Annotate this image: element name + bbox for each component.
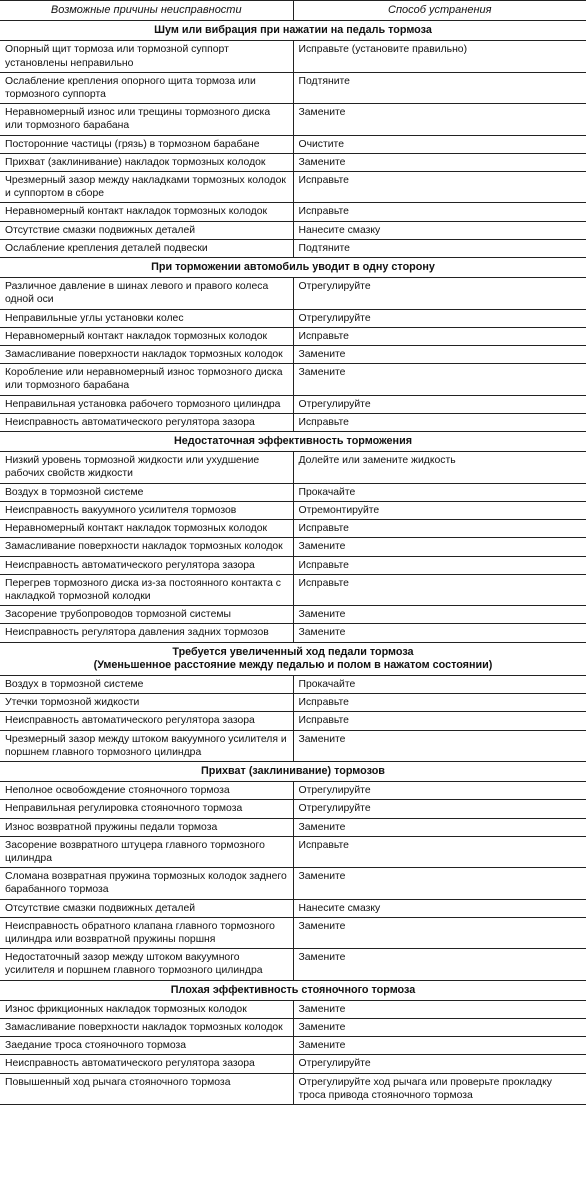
fix-cell: Исправьте: [293, 712, 586, 730]
fix-cell: Исправьте: [293, 556, 586, 574]
table-row: [0, 694, 586, 712]
table-row: [0, 135, 586, 153]
table-row: [0, 501, 586, 519]
fix-cell: Отремонтируйте: [293, 501, 586, 519]
fix-cell: Замените: [293, 153, 586, 171]
section-header-row: [0, 21, 586, 41]
cause-cell: Утечки тормозной жидкости: [0, 694, 293, 712]
fix-cell: Прокачайте: [293, 675, 586, 693]
cause-cell: Повышенный ход рычага стояночного тормоза: [0, 1073, 293, 1104]
table-row: [0, 172, 586, 203]
cause-cell: Низкий уровень тормозной жидкости или ухудшение рабочих свойств жидкости: [0, 452, 293, 483]
section-title-cell: [0, 642, 586, 675]
fix-cell: Исправьте: [293, 520, 586, 538]
fix-cell: Замените: [293, 104, 586, 135]
table-row: [0, 520, 586, 538]
cause-cell: Неисправность вакуумного усилителя тормозов: [0, 501, 293, 519]
table-row: [0, 327, 586, 345]
fix-cell: Отрегулируйте: [293, 782, 586, 800]
fix-cell: Исправьте: [293, 327, 586, 345]
table-row: [0, 800, 586, 818]
fix-cell: Замените: [293, 818, 586, 836]
cause-cell: Неисправность регулятора давления задних тормозов: [0, 624, 293, 642]
table-row: [0, 574, 586, 605]
cause-cell: Неполное освобождение стояночного тормоза: [0, 782, 293, 800]
cause-cell: Замасливание поверхности накладок тормозных колодок: [0, 1018, 293, 1036]
cause-cell: Неравномерный контакт накладок тормозных колодок: [0, 327, 293, 345]
table-row: [0, 452, 586, 483]
table-row: [0, 868, 586, 899]
fix-cell: Исправьте: [293, 203, 586, 221]
cause-cell: Неисправность обратного клапана главного тормозного цилиндра или возвратной пружины поршня: [0, 917, 293, 948]
cause-cell: Коробление или неравномерный износ тормозного диска или тормозного барабана: [0, 364, 293, 395]
fix-cell: Замените: [293, 1018, 586, 1036]
fix-cell: Замените: [293, 624, 586, 642]
table-row: [0, 1055, 586, 1073]
fix-cell: Отрегулируйте: [293, 309, 586, 327]
cause-cell: Неисправность автоматического регулятора зазора: [0, 712, 293, 730]
fix-cell: Нанесите смазку: [293, 221, 586, 239]
cause-cell: Опорный щит тормоза или тормозной суппорт установлены неправильно: [0, 41, 293, 72]
cause-cell: Перегрев тормозного диска из-за постоянного контакта с накладкой тормозной колодки: [0, 574, 293, 605]
fix-cell: Отрегулируйте: [293, 1055, 586, 1073]
fix-cell: Отрегулируйте: [293, 395, 586, 413]
fix-cell: Замените: [293, 606, 586, 624]
table-row: [0, 309, 586, 327]
cause-cell: Прихват (заклинивание) накладок тормозных колодок: [0, 153, 293, 171]
table-row: [0, 949, 586, 980]
fix-cell: Замените: [293, 949, 586, 980]
cause-cell: Неправильная установка рабочего тормозного цилиндра: [0, 395, 293, 413]
table-row: [0, 538, 586, 556]
section-title: Прихват (заклинивание) тормозов: [201, 764, 385, 777]
cause-column-header: Возможные причины неисправности: [0, 1, 293, 21]
table-row: [0, 41, 586, 72]
table-row: [0, 917, 586, 948]
cause-cell: Замасливание поверхности накладок тормозных колодок: [0, 346, 293, 364]
fix-cell: Замените: [293, 1000, 586, 1018]
section-title: Шум или вибрация при нажатии на педаль тормоза: [154, 24, 432, 37]
section-title-cell: [0, 980, 586, 1000]
fix-cell: Замените: [293, 917, 586, 948]
fix-cell: Исправьте: [293, 836, 586, 867]
table-header-row: [0, 1, 586, 21]
cause-cell: Неравномерный контакт накладок тормозных колодок: [0, 203, 293, 221]
cause-cell: Заедание троса стояночного тормоза: [0, 1037, 293, 1055]
fix-cell: Замените: [293, 730, 586, 761]
section-title: Недостаточная эффективность торможения: [173, 435, 413, 448]
section-title-cell: [0, 761, 586, 781]
table-row: [0, 818, 586, 836]
fix-cell: Подтяните: [293, 239, 586, 257]
section-header-row: [0, 642, 586, 675]
section-title-cell: [0, 258, 586, 278]
table-row: [0, 413, 586, 431]
fix-cell: Замените: [293, 1037, 586, 1055]
section-subtitle: (Уменьшенное расстояние между педалью и полом в нажатом состоянии): [93, 658, 493, 671]
cause-cell: Чрезмерный зазор между штоком вакуумного усилителя и поршнем главного тормозного цилиндра: [0, 730, 293, 761]
cause-cell: Засорение трубопроводов тормозной системы: [0, 606, 293, 624]
table-row: [0, 346, 586, 364]
table-row: [0, 278, 586, 309]
cause-cell: Износ возвратной пружины педали тормоза: [0, 818, 293, 836]
table-row: [0, 104, 586, 135]
table-row: [0, 712, 586, 730]
fix-cell: Очистите: [293, 135, 586, 153]
cause-cell: Сломана возвратная пружина тормозных колодок заднего барабанного тормоза: [0, 868, 293, 899]
section-title: Плохая эффективность стояночного тормоза: [170, 983, 416, 996]
section-title: Требуется увеличенный ход педали тормоза: [172, 645, 414, 658]
cause-cell: Посторонние частицы (грязь) в тормозном барабане: [0, 135, 293, 153]
table-row: [0, 836, 586, 867]
table-row: [0, 1073, 586, 1104]
cause-cell: Недостаточный зазор между штоком вакуумного усилителя и поршнем главного тормозного цилиндра: [0, 949, 293, 980]
cause-cell: Ослабление крепления опорного щита тормоза или тормозного суппорта: [0, 72, 293, 103]
cause-cell: Неисправность автоматического регулятора зазора: [0, 556, 293, 574]
table-body: [0, 21, 586, 1105]
cause-cell: Неисправность автоматического регулятора зазора: [0, 1055, 293, 1073]
fix-cell: Исправьте: [293, 172, 586, 203]
fix-cell: Исправьте: [293, 694, 586, 712]
cause-cell: Износ фрикционных накладок тормозных колодок: [0, 1000, 293, 1018]
table-row: [0, 556, 586, 574]
cause-cell: Засорение возвратного штуцера главного тормозного цилиндра: [0, 836, 293, 867]
table-row: [0, 239, 586, 257]
fix-cell: Долейте или замените жидкость: [293, 452, 586, 483]
table-row: [0, 1018, 586, 1036]
section-title-cell: [0, 21, 586, 41]
table-row: [0, 1037, 586, 1055]
table-row: [0, 675, 586, 693]
table-row: [0, 72, 586, 103]
fix-cell: Отрегулируйте: [293, 800, 586, 818]
cause-cell: Воздух в тормозной системе: [0, 483, 293, 501]
cause-cell: Неисправность автоматического регулятора зазора: [0, 413, 293, 431]
fix-cell: Нанесите смазку: [293, 899, 586, 917]
table-row: [0, 364, 586, 395]
fix-cell: Прокачайте: [293, 483, 586, 501]
table-row: [0, 606, 586, 624]
section-header-row: [0, 258, 586, 278]
cause-cell: Воздух в тормозной системе: [0, 675, 293, 693]
table-row: [0, 899, 586, 917]
table-row: [0, 203, 586, 221]
fix-cell: Исправьте (установите правильно): [293, 41, 586, 72]
cause-cell: Чрезмерный зазор между накладками тормозных колодок и суппортом в сборе: [0, 172, 293, 203]
cause-cell: Отсутствие смазки подвижных деталей: [0, 899, 293, 917]
fix-cell: Отрегулируйте ход рычага или проверьте прокладку троса привода стояночного тормоза: [293, 1073, 586, 1104]
section-title: При торможении автомобиль уводит в одну сторону: [151, 261, 435, 274]
fix-cell: Замените: [293, 538, 586, 556]
section-title-cell: [0, 432, 586, 452]
cause-cell: Неправильные углы установки колес: [0, 309, 293, 327]
fix-cell: Замените: [293, 364, 586, 395]
section-header-row: [0, 432, 586, 452]
cause-cell: Замасливание поверхности накладок тормозных колодок: [0, 538, 293, 556]
table-row: [0, 730, 586, 761]
table-row: [0, 483, 586, 501]
cause-cell: Отсутствие смазки подвижных деталей: [0, 221, 293, 239]
table-row: [0, 782, 586, 800]
table-row: [0, 153, 586, 171]
section-header-row: [0, 761, 586, 781]
cause-cell: Различное давление в шинах левого и правого колеса одной оси: [0, 278, 293, 309]
cause-cell: Неправильная регулировка стояночного тормоза: [0, 800, 293, 818]
fix-cell: Отрегулируйте: [293, 278, 586, 309]
fix-cell: Исправьте: [293, 574, 586, 605]
table-row: [0, 221, 586, 239]
fix-cell: Замените: [293, 346, 586, 364]
cause-cell: Неравномерный контакт накладок тормозных колодок: [0, 520, 293, 538]
cause-cell: Неравномерный износ или трещины тормозного диска или тормозного барабана: [0, 104, 293, 135]
fix-column-header: Способ устранения: [293, 1, 586, 21]
table-row: [0, 1000, 586, 1018]
table-row: [0, 395, 586, 413]
cause-cell: Ослабление крепления деталей подвески: [0, 239, 293, 257]
table-row: [0, 624, 586, 642]
section-header-row: [0, 980, 586, 1000]
fix-cell: Подтяните: [293, 72, 586, 103]
fix-cell: Исправьте: [293, 413, 586, 431]
fix-cell: Замените: [293, 868, 586, 899]
